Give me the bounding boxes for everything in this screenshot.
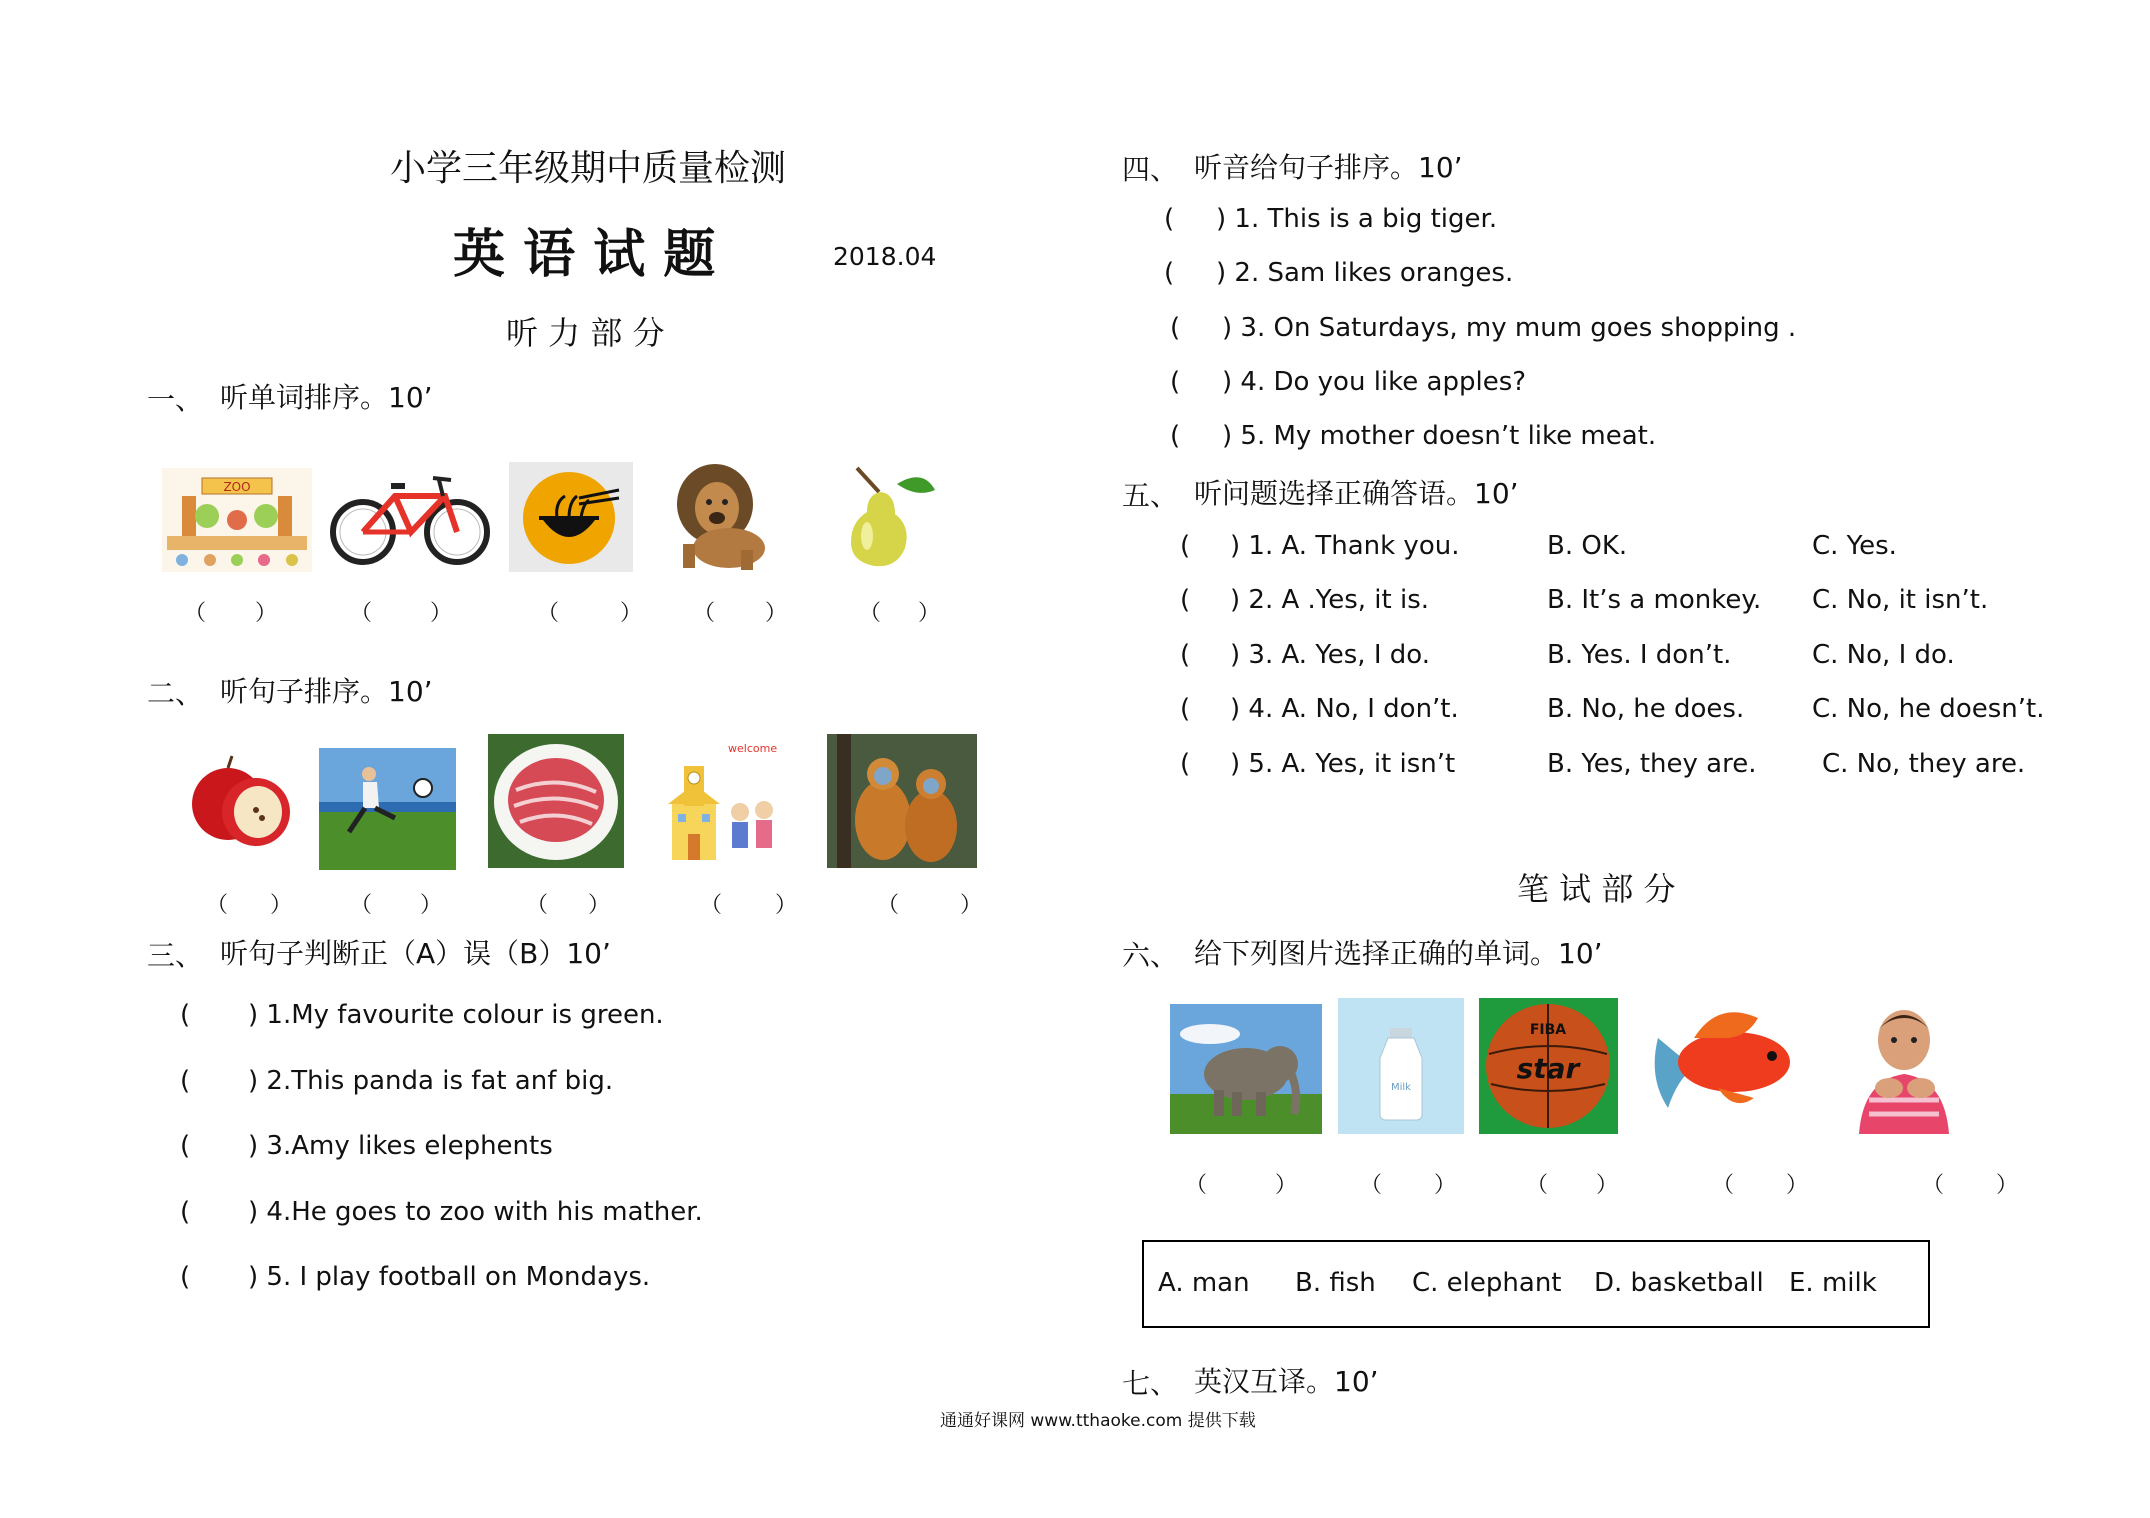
answer-paren: ( <box>1170 367 1181 397</box>
man-picture <box>1849 1000 1959 1134</box>
listening-heading: 听 力 部 分 <box>506 314 665 352</box>
answer-paren: ( <box>1180 694 1191 724</box>
bracket-open: （ <box>350 893 373 918</box>
bracket-close: ） <box>420 893 443 918</box>
bracket-open: （ <box>537 601 560 626</box>
option-c: C. No, I do. <box>1812 640 1955 670</box>
section3-number: 三、 <box>147 939 204 972</box>
word-option: D. basketball <box>1594 1268 1764 1298</box>
monkeys-picture <box>827 734 977 868</box>
section6-title: 给下列图片选择正确的单词。10’ <box>1194 937 1603 970</box>
milk-picture <box>1338 998 1464 1134</box>
section6-answer-brackets <box>0 1168 2150 1198</box>
list-item: ) 2.This panda is fat anf big. <box>248 1066 614 1096</box>
bracket-close: ） <box>270 893 293 918</box>
option-b: B. Yes, they are. <box>1547 749 1757 779</box>
list-item: ) 3. On Saturdays, my mum goes shopping . <box>1222 313 1797 343</box>
option-c: C. Yes. <box>1812 531 1897 561</box>
bracket-open: （ <box>700 893 723 918</box>
bracket-close: ） <box>1786 1173 1809 1198</box>
section1-title: 听单词排序。10’ <box>220 381 433 414</box>
option-b: B. Yes. I don’t. <box>1547 640 1732 670</box>
bracket-open: （ <box>1712 1173 1735 1198</box>
answer-paren: ( <box>1164 204 1175 234</box>
question-option-a: ) 2. A .Yes, it is. <box>1230 585 1430 615</box>
answer-paren: ( <box>180 1197 191 1227</box>
answer-paren: ( <box>1180 640 1191 670</box>
apple-picture <box>186 748 298 858</box>
section2-answer-brackets <box>0 888 1000 918</box>
section5-number: 五、 <box>1122 479 1179 512</box>
bracket-close: ） <box>430 601 453 626</box>
bicycle-picture <box>325 466 495 568</box>
option-c: C. No, it isn’t. <box>1812 585 1989 615</box>
option-b: B. It’s a monkey. <box>1547 585 1762 615</box>
lion-picture <box>663 460 771 572</box>
bracket-open: （ <box>1922 1173 1945 1198</box>
section4-number: 四、 <box>1122 153 1179 186</box>
bracket-open: （ <box>1185 1173 1208 1198</box>
option-b: B. OK. <box>1547 531 1628 561</box>
bracket-close: ） <box>775 893 798 918</box>
answer-paren: ( <box>1170 313 1181 343</box>
bracket-open: （ <box>206 893 229 918</box>
bracket-open: （ <box>526 893 549 918</box>
section7-number: 七、 <box>1122 1367 1179 1400</box>
written-heading: 笔 试 部 分 <box>1517 870 1676 908</box>
bracket-close: ） <box>1434 1173 1457 1198</box>
svg-text:Milk: Milk <box>1391 1082 1411 1093</box>
svg-text:ZOO: ZOO <box>223 480 251 494</box>
football-picture <box>319 748 456 870</box>
list-item: ) 5. My mother doesn’t like meat. <box>1222 421 1657 451</box>
section1-number: 一、 <box>147 383 204 416</box>
answer-paren: ( <box>1170 421 1181 451</box>
section1-answer-brackets <box>0 596 1000 626</box>
question-option-a: ) 5. A. Yes, it isn’t <box>1230 749 1456 779</box>
bracket-close: ） <box>1996 1173 2019 1198</box>
exam-date: 2018.04 <box>833 242 937 271</box>
school-picture <box>658 734 782 868</box>
option-b: B. No, he does. <box>1547 694 1745 724</box>
word-option: C. elephant <box>1412 1268 1562 1298</box>
list-item: ) 3.Amy likes elephents <box>248 1131 553 1161</box>
list-item: ) 4. Do you like apples? <box>1222 367 1527 397</box>
list-item: ) 1. This is a big tiger. <box>1216 204 1498 234</box>
bracket-open: （ <box>859 601 882 626</box>
bracket-close: ） <box>255 601 278 626</box>
elephant-picture <box>1170 1004 1322 1134</box>
list-item: ) 2. Sam likes oranges. <box>1216 258 1514 288</box>
svg-text:welcome: welcome <box>728 742 778 755</box>
bracket-open: （ <box>1360 1173 1383 1198</box>
section7-title: 英汉互译。10’ <box>1194 1365 1379 1398</box>
bracket-open: （ <box>693 601 716 626</box>
bracket-open: （ <box>877 893 900 918</box>
section2-title: 听句子排序。10’ <box>220 675 433 708</box>
section4-title: 听音给句子排序。10’ <box>1194 151 1463 184</box>
noodles-picture <box>509 462 633 572</box>
answer-paren: ( <box>1180 531 1191 561</box>
option-c: C. No, they are. <box>1822 749 2026 779</box>
bracket-open: （ <box>184 601 207 626</box>
bracket-close: ） <box>588 893 611 918</box>
list-item: ) 1.My favourite colour is green. <box>248 1000 664 1030</box>
basketball-picture <box>1479 998 1618 1134</box>
answer-paren: ( <box>180 1131 191 1161</box>
bracket-close: ） <box>765 601 788 626</box>
option-c: C. No, he doesn’t. <box>1812 694 2045 724</box>
list-item: ) 5. I play football on Mondays. <box>248 1262 651 1292</box>
word-option: E. milk <box>1789 1268 1877 1298</box>
section3-title: 听句子判断正（A）误（B）10’ <box>220 937 611 970</box>
ball-brand: FIBA <box>1529 1022 1567 1038</box>
answer-paren: ( <box>1164 258 1175 288</box>
bracket-close: ） <box>620 601 643 626</box>
answer-paren: ( <box>1180 749 1191 779</box>
bracket-close: ） <box>918 601 941 626</box>
zoo-picture <box>162 468 312 572</box>
pear-picture <box>841 462 941 572</box>
bracket-close: ） <box>960 893 983 918</box>
list-item: ) 4.He goes to zoo with his mather. <box>248 1197 703 1227</box>
fish-picture <box>1638 998 1808 1116</box>
section6-number: 六、 <box>1122 939 1179 972</box>
school-title: 小学三年级期中质量检测 <box>390 148 787 189</box>
question-option-a: ) 4. A. No, I don’t. <box>1230 694 1459 724</box>
word-option: B. fish <box>1295 1268 1376 1298</box>
section5-title: 听问题选择正确答语。10’ <box>1194 477 1519 510</box>
bracket-close: ） <box>1596 1173 1619 1198</box>
question-option-a: ) 1. A. Thank you. <box>1230 531 1460 561</box>
footer-credit: 通通好课网 www.tthaoke.com 提供下载 <box>940 1411 1256 1431</box>
answer-paren: ( <box>180 1000 191 1030</box>
bracket-open: （ <box>1526 1173 1549 1198</box>
ball-logo: star <box>1516 1052 1580 1085</box>
meat-picture <box>488 734 624 868</box>
main-title: 英 语 试 题 <box>453 224 716 285</box>
word-option: A. man <box>1158 1268 1250 1298</box>
answer-paren: ( <box>1180 585 1191 615</box>
answer-paren: ( <box>180 1262 191 1292</box>
section2-number: 二、 <box>147 677 204 710</box>
bracket-open: （ <box>350 601 373 626</box>
question-option-a: ) 3. A. Yes, I do. <box>1230 640 1430 670</box>
word-choice-box <box>1142 1240 1930 1328</box>
bracket-close: ） <box>1275 1173 1298 1198</box>
answer-paren: ( <box>180 1066 191 1096</box>
